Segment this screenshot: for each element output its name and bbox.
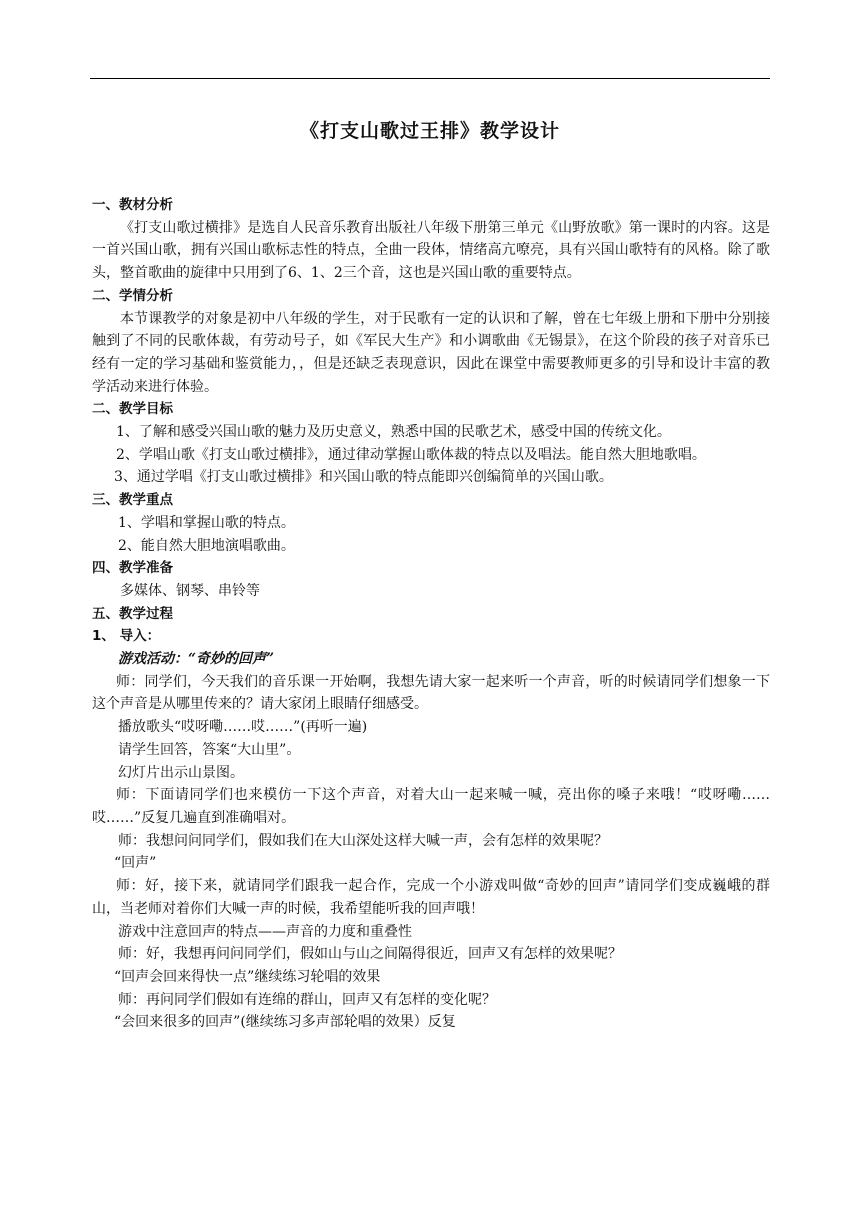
section-heading-process: 五、教学过程 xyxy=(92,605,173,622)
document-title: 《打支山歌过王排》教学设计 xyxy=(299,120,560,142)
process-line-10: “会回来很多的回声”(继续练习多声部轮唱的效果）反复 xyxy=(114,1014,456,1031)
process-paragraph-3: 师：好，接下来，就请同学们跟我一起合作，完成一个小游戏叫做“奇妙的回声”请同学们变成巍峨的群山，当老师对着你们大喊一声的时候，我希望能听我的回声哦！ xyxy=(92,878,770,917)
materials-paragraph: 《打支山歌过横排》是选自人民音乐教育出版社八年级下册第三单元《山野放歌》第一课时的内容。这是一首兴国山歌，拥有兴国山歌标志性的特点，全曲一段体，情绪高亢嘹亮，具有兴国山歌特有的风格。除了歌头，整首歌曲的旋律中只用到了6、1、2三个音，这也是兴国山歌的重要特点。 xyxy=(92,219,770,282)
goal-item-3: 3、通过学唱《打支山歌过横排》和兴国山歌的特点能即兴创编简单的兴国山歌。 xyxy=(114,469,613,486)
section-heading-students: 二、学情分析 xyxy=(92,287,173,304)
process-line-8: “回声会回来得快一点”继续练习轮唱的效果 xyxy=(114,968,381,985)
students-paragraph: 本节课教学的对象是初中八年级的学生，对于民歌有一定的认识和了解，曾在七年级上册和下册中分别接触到了不同的民歌体裁，有劳动号子，如《军民大生产》和小调歌曲《无锡景》，在这个阶段的孩子对音乐已经有一定的学习基础和鉴赏能力，，但是还缺乏表现意识，因此在课堂中需要教师更多的引导和设计丰富的教学活动来进行体验。 xyxy=(92,310,770,395)
process-line-2: 请学生回答，答案“大山里”。 xyxy=(118,741,301,758)
focus-item-2: 2、能自然大胆地演唱歌曲。 xyxy=(118,537,295,554)
focus-item-1: 1、学唱和掌握山歌的特点。 xyxy=(118,514,295,531)
process-line-1: 播放歌头“哎呀嘞……哎……”(再听一遍) xyxy=(118,719,368,736)
process-line-9: 师：再问同学们假如有连绵的群山，回声又有怎样的变化呢？ xyxy=(118,991,496,1008)
process-line-3: 幻灯片出示山景图。 xyxy=(118,764,244,781)
process-paragraph-1: 师：同学们，今天我们的音乐课一开始啊，我想先请大家一起来听一个声音，听的时候请同学们想象一下这个声音是从哪里传来的？请大家闭上眼睛仔细感受。 xyxy=(92,673,770,713)
section-heading-goals: 二、教学目标 xyxy=(92,401,173,418)
process-line-5: “回声” xyxy=(114,855,157,872)
document-body xyxy=(92,194,770,1034)
process-line-7: 师：好，我想再问问同学们，假如山与山之间隔得很近，回声又有怎样的效果呢？ xyxy=(118,946,622,963)
header-rule xyxy=(90,78,770,79)
process-line-6: 游戏中注意回声的特点——声音的力度和重叠性 xyxy=(118,923,412,940)
goal-item-1: 1、了解和感受兴国山歌的魅力及历史意义，熟悉中国的民歌艺术，感受中国的传统文化。 xyxy=(116,424,671,441)
process-paragraph-2: 师：下面请同学们也来模仿一下这个声音，对着大山一起来喊一喊，亮出你的嗓子来哦！“哎呀嘞……哎……”反复几遍直到准确唱对。 xyxy=(92,787,770,826)
process-step-intro: 1、 导入： xyxy=(92,628,161,645)
section-heading-focus: 三、教学重点 xyxy=(92,492,173,509)
preparation-text: 多媒体、钢琴、串铃等 xyxy=(120,582,260,599)
section-heading-preparation: 四、教学准备 xyxy=(92,560,173,577)
section-heading-materials: 一、教材分析 xyxy=(92,197,173,213)
goal-item-2: 2、学唱山歌《打支山歌过横排》，通过律动掌握山歌体裁的特点以及唱法。能自然大胆地歌唱。 xyxy=(116,446,706,463)
process-line-4: 师：我想问问同学们，假如我们在大山深处这样大喊一声，会有怎样的效果呢？ xyxy=(118,832,608,849)
game-activity-title: 游戏活动：“奇妙的回声” xyxy=(118,651,275,668)
